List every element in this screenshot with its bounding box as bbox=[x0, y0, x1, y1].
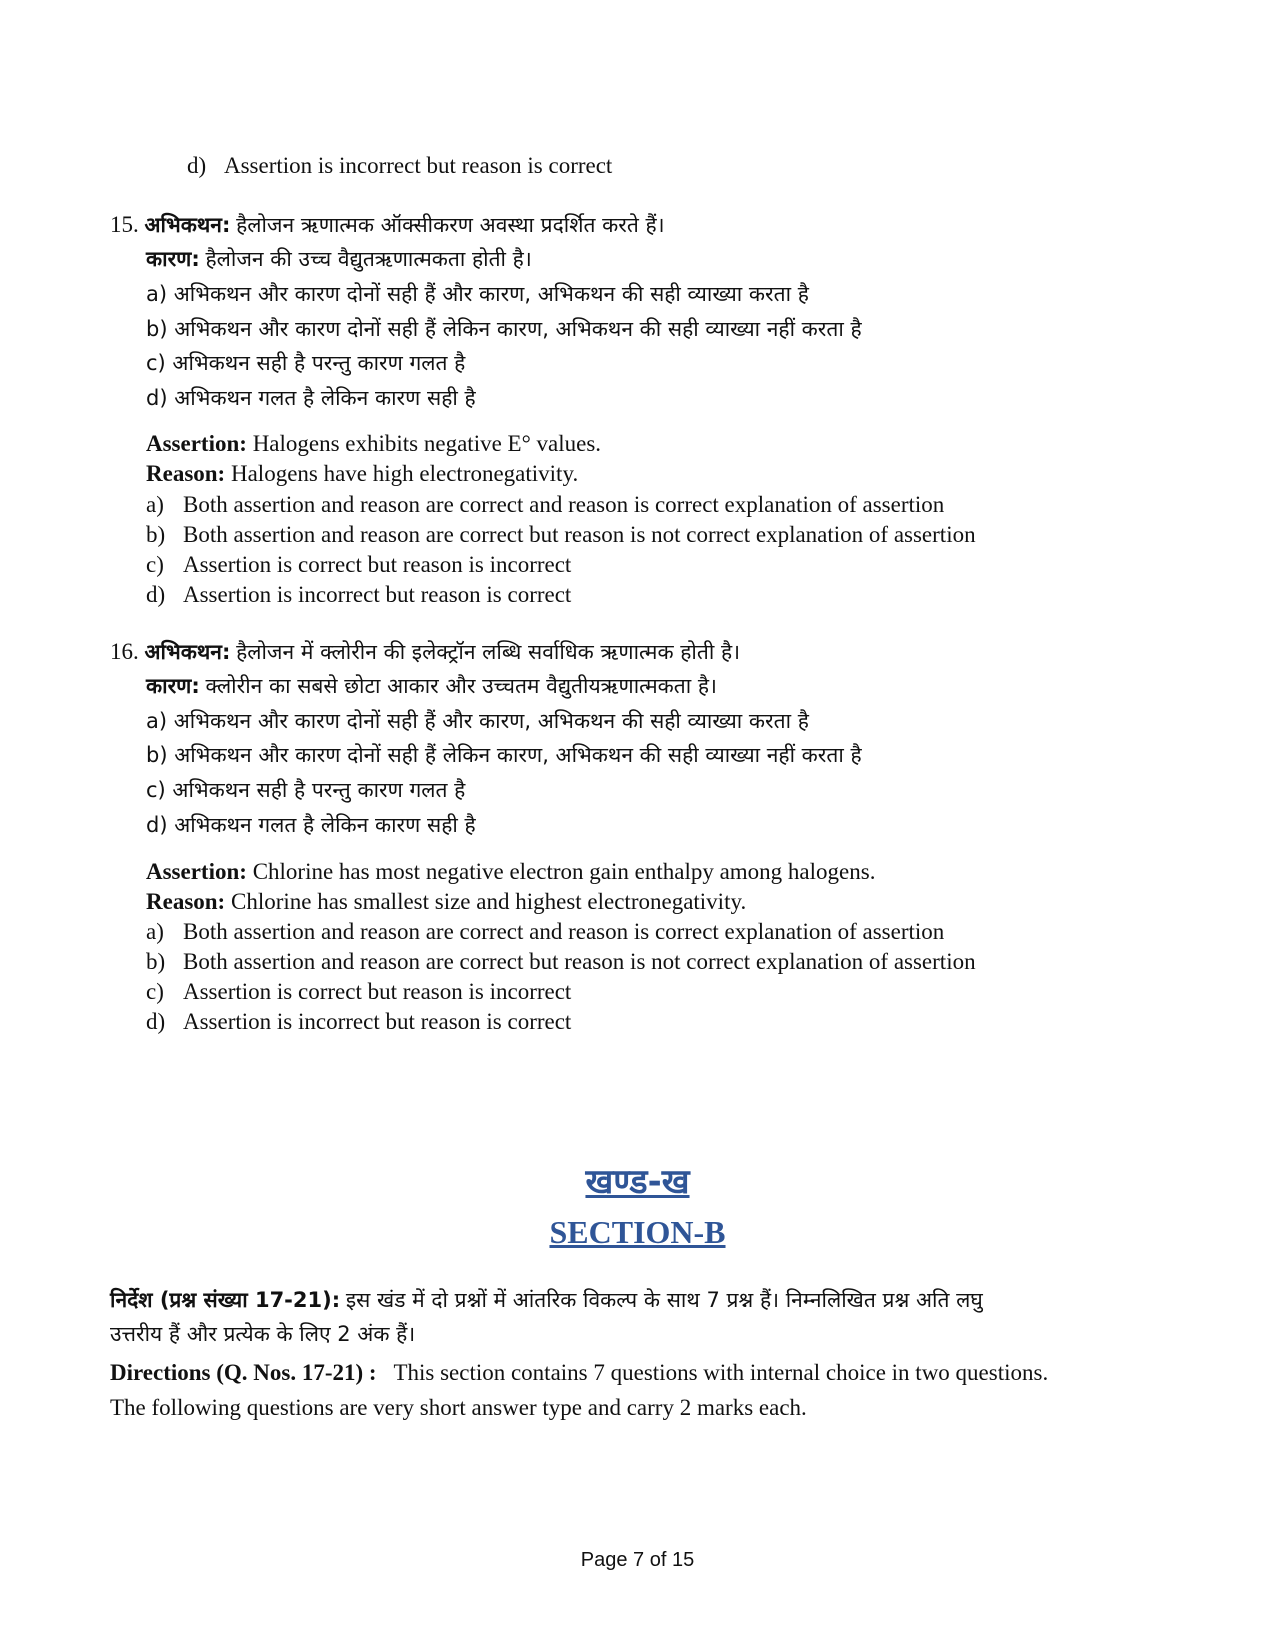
reason-label: Reason: bbox=[146, 461, 226, 486]
reason-label: Reason: bbox=[146, 889, 226, 914]
option-text: Both assertion and reason are correct but reason is not correct explanation of assertion bbox=[183, 522, 976, 547]
page-number: Page 7 of 15 bbox=[580, 1549, 695, 1571]
reason-text: क्लोरीन का सबसे छोटा आकार और उच्चतम वैद्युतीयऋणात्मकता है। bbox=[205, 674, 717, 698]
option-letter: d) bbox=[146, 582, 166, 607]
section-title-en: SECTION-B bbox=[549, 1214, 726, 1250]
option-letter: a) bbox=[146, 492, 164, 517]
prev-question-option-d bbox=[187, 152, 612, 180]
q16-assertion-en bbox=[146, 858, 875, 886]
q15-reason-en bbox=[146, 460, 578, 488]
directions-text-hi: इस खंड में दो प्रश्नों में आंतरिक विकल्प के साथ 7 प्रश्न हैं। निम्नलिखित प्रश्न अति लघु bbox=[345, 1288, 983, 1312]
assertion-text: Halogens exhibits negative E° values. bbox=[252, 431, 602, 456]
question-number: 15. bbox=[110, 212, 139, 237]
q16-option-b-hi: b) अभिकथन और कारण दोनों सही हैं लेकिन कारण, अभिकथन की सही व्याख्या नहीं करता है bbox=[146, 743, 862, 767]
option-text: Assertion is incorrect but reason is correct bbox=[183, 1009, 572, 1034]
directions-label-en: Directions (Q. Nos. 17-21) : bbox=[110, 1360, 377, 1385]
assertion-label: अभिकथन: bbox=[144, 640, 231, 664]
option-letter: b) bbox=[146, 522, 166, 547]
reason-text: Halogens have high electronegativity. bbox=[230, 461, 579, 486]
option-text: Both assertion and reason are correct and reason is correct explanation of assertion bbox=[183, 919, 945, 944]
q16-option-c-en bbox=[146, 978, 571, 1006]
reason-text: हैलोजन की उच्च वैद्युतऋणात्मकता होती है। bbox=[205, 247, 532, 271]
q16-reason-en bbox=[146, 888, 746, 916]
directions-hi-line1 bbox=[110, 1286, 983, 1314]
option-letter: d) bbox=[146, 1009, 166, 1034]
q16-option-c-hi: c) अभिकथन सही है परन्तु कारण गलत है bbox=[146, 778, 466, 802]
q16-option-d-hi: d) अभिकथन गलत है लेकिन कारण सही है bbox=[146, 813, 476, 837]
directions-label-hi: निर्देश (प्रश्न संख्या 17-21): bbox=[110, 1288, 341, 1312]
assertion-label: Assertion: bbox=[146, 431, 247, 456]
q15-option-b-en bbox=[146, 521, 976, 549]
reason-label: कारण: bbox=[146, 674, 200, 698]
option-text: Assertion is correct but reason is incorrect bbox=[183, 552, 572, 577]
assertion-label: Assertion: bbox=[146, 859, 247, 884]
option-text: Assertion is incorrect but reason is correct bbox=[224, 153, 613, 178]
q15-option-a-hi: a) अभिकथन और कारण दोनों सही हैं और कारण, अभिकथन की सही व्याख्या करता है bbox=[146, 282, 809, 306]
q16-assertion-hi bbox=[110, 638, 740, 666]
option-letter: c) bbox=[146, 552, 164, 577]
q16-option-a-en bbox=[146, 918, 944, 946]
q15-option-c-hi: c) अभिकथन सही है परन्तु कारण गलत है bbox=[146, 351, 466, 375]
q16-option-d-en bbox=[146, 1008, 571, 1036]
question-number: 16. bbox=[110, 639, 139, 664]
option-letter: d) bbox=[187, 153, 207, 178]
option-letter: c) bbox=[146, 979, 164, 1004]
q15-option-a-en bbox=[146, 491, 944, 519]
q15-option-c-en bbox=[146, 551, 571, 579]
q16-option-a-hi: a) अभिकथन और कारण दोनों सही हैं और कारण, अभिकथन की सही व्याख्या करता है bbox=[146, 709, 809, 733]
reason-label: कारण: bbox=[146, 247, 200, 271]
assertion-label: अभिकथन: bbox=[144, 213, 231, 237]
option-text: Both assertion and reason are correct but reason is not correct explanation of assertion bbox=[183, 949, 976, 974]
q15-reason-hi bbox=[146, 245, 532, 273]
q16-option-b-en bbox=[146, 948, 976, 976]
q15-assertion-hi bbox=[110, 211, 665, 239]
q15-option-d-en bbox=[146, 581, 571, 609]
option-text: Assertion is incorrect but reason is correct bbox=[183, 582, 572, 607]
option-text: Assertion is correct but reason is incorrect bbox=[183, 979, 572, 1004]
reason-text: Chlorine has smallest size and highest electronegativity. bbox=[230, 889, 747, 914]
option-letter: a) bbox=[146, 919, 164, 944]
q15-option-d-hi: d) अभिकथन गलत है लेकिन कारण सही है bbox=[146, 386, 476, 410]
q15-option-b-hi: b) अभिकथन और कारण दोनों सही हैं लेकिन कारण, अभिकथन की सही व्याख्या नहीं करता है bbox=[146, 317, 862, 341]
section-title-hi: खण्ड-ख bbox=[585, 1162, 690, 1202]
directions-en-line2: The following questions are very short answer type and carry 2 marks each. bbox=[110, 1395, 807, 1420]
option-text: Both assertion and reason are correct and reason is correct explanation of assertion bbox=[183, 492, 945, 517]
assertion-text: हैलोजन में क्लोरीन की इलेक्ट्रॉन लब्धि सर्वाधिक ऋणात्मक होती है। bbox=[236, 640, 741, 664]
directions-en-line1 bbox=[110, 1359, 1048, 1387]
directions-text-en: This section contains 7 questions with internal choice in two questions. bbox=[393, 1360, 1049, 1385]
assertion-text: हैलोजन ऋणात्मक ऑक्सीकरण अवस्था प्रदर्शित करते हैं। bbox=[236, 213, 665, 237]
directions-hi-line2: उत्तरीय हैं और प्रत्येक के लिए 2 अंक हैं। bbox=[110, 1322, 416, 1346]
q15-assertion-en bbox=[146, 430, 601, 458]
q16-reason-hi bbox=[146, 672, 717, 700]
option-letter: b) bbox=[146, 949, 166, 974]
assertion-text: Chlorine has most negative electron gain enthalpy among halogens. bbox=[252, 859, 876, 884]
